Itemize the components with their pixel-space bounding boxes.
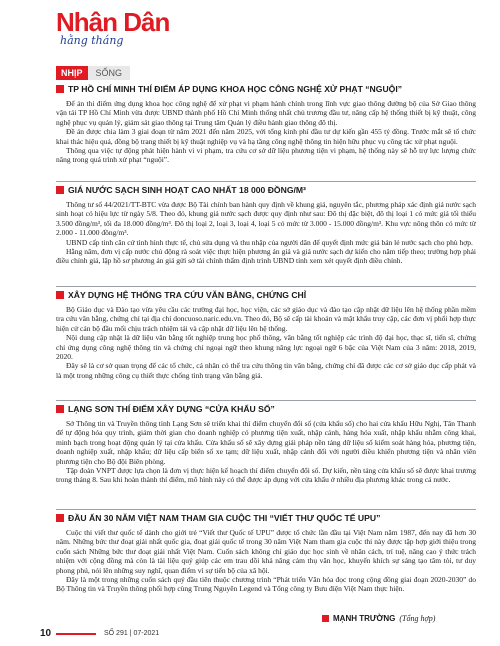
red-square-icon xyxy=(56,186,64,194)
paragraph: Nội dung cập nhật là dữ liệu văn bằng tốt nghiệp trung học phổ thông, văn bằng tốt nghiệp các trình độ đại học, thạc sĩ, tiến sĩ, chứng chỉ ứng dụng công nghệ thông tin và chứng chỉ ngoại ngữ theo khung năng lực ngoại ngữ 6 bậc của Việt Nam của 3 năm: 2018, 2019, 2020. xyxy=(56,333,476,362)
issue-label: SỐ 291 | 07-2021 xyxy=(104,630,160,637)
paragraph: Để ản thi điểm ứng dụng khoa học công nghệ để xử phạt vi phạm hành chính trong lĩnh vực giao thông đường bộ của Sở Giao thông vận tải TP Hồ Chí Minh vừa được UBND thành phố Hồ Chí Minh thống nhất chủ trương đầu tư, nâng cấp hệ thống thiết bị kỹ thuật, công nghệ phục vụ quản lý, giám sát giao thông tại Trung tâm Quản lý điều hành giao thông đô thị. xyxy=(56,99,476,127)
paragraph: Đây sẽ là cơ sở quan trọng để các tổ chức, cá nhân có thể tra cứu thông tin văn bằng, chứng chỉ đã được các cơ sở giáo dục cấp phát và là một trong những công cụ thiết thực chống tình trạng văn bằng giả. xyxy=(56,361,476,380)
article-upu-letters xyxy=(56,512,476,594)
footer-rule xyxy=(56,633,96,635)
author-name: MẠNH TRƯỜNG xyxy=(333,614,396,623)
article-digital-border xyxy=(56,403,476,485)
article-headline xyxy=(56,83,476,95)
article-headline xyxy=(56,184,476,196)
section-header xyxy=(56,66,130,80)
masthead-logo xyxy=(56,8,176,52)
section-divider xyxy=(56,181,476,182)
author-role: (Tổng hợp) xyxy=(399,614,436,623)
red-square-icon xyxy=(56,405,64,413)
logo-name: Nhân Dân xyxy=(56,7,170,37)
paragraph: Sở Thông tin và Truyền thông tỉnh Lạng Sơn sẽ triển khai thí điểm chuyển đổi số (cửa khẩu số) cho hai cửa khẩu Hữu Nghị, Tân Thanh để tự động hóa quy trình, giảm thời gian cho doanh nghiệp có phương tiện xuất, nhập cảnh, hàng hóa xuất, nhập khẩu nhằm công khai, minh bạch trong hoạt động quản lý tại cửa khẩu. Cửa khẩu số sẽ xây dựng giải pháp nền tảng dữ liệu số kiểm soát hàng hóa, phương tiện, doanh nghiệp xuất, nhập khẩu; dữ liệu cấp biển số xe tạm; dữ liệu xuất, nhập cảnh đối với người điều khiển phương tiện và nhân viên phương tiện cho Bộ đội Biên phòng. xyxy=(56,419,476,466)
logo-subtitle: hằng tháng xyxy=(60,34,124,47)
section-divider xyxy=(56,400,476,401)
paragraph: Đề án được chia làm 3 giai đoạn từ năm 2021 đến năm 2025, với tổng kinh phí đầu tư dự kiến gần 455 tỷ đồng. Trước mắt sẽ tổ chức khai thác hiệu quả, đồng bộ trang thiết bị kỹ thuật nghiệp vụ và hạ tầng công nghệ thông tin hiện hữu phục vụ công tác xử phạt nguội. xyxy=(56,127,476,146)
article-headline xyxy=(56,289,476,301)
section-divider xyxy=(56,509,476,510)
headline-text: TP HỒ CHÍ MINH THÍ ĐIỂM ÁP DỤNG KHOA HỌC CÔNG NGHỆ XỬ PHẠT “NGUỘI” xyxy=(68,84,403,94)
red-square-icon xyxy=(56,85,64,93)
paragraph: Hằng năm, đơn vị cấp nước chủ động rà soát việc thực hiện phương án giá và giá nước sạch dự kiến cho năm tiếp theo; trường hợp phải điều chỉnh giá, lập hồ sơ phương án giá gửi sở tài chính thẩm định trình UBND tỉnh xem xét quyết định điều chỉnh. xyxy=(56,247,476,266)
paragraph: Thông qua việc tự động phát hiện hành vi vi phạm, tra cứu cơ sở dữ liệu phương tiện vi phạm, hệ thống này sẽ hỗ trợ lực lượng chức năng trong quá trình xử phạt “nguội”. xyxy=(56,146,476,165)
paragraph: Tập đoàn VNPT được lựa chọn là đơn vị thực hiện kế hoạch thí điểm chuyển đổi số. Dự kiến, nền tảng cửa khẩu số sẽ được khai trương trong tháng 8. Sau khi hoàn thành thí điểm, mô hình này có thể được áp dụng với cửa khẩu ở nhiều địa phương khác trong cả nước. xyxy=(56,466,476,485)
article-water-price xyxy=(56,184,476,266)
headline-text: GIÁ NƯỚC SẠCH SINH HOẠT CAO NHẤT 18 000 ĐỒNG/M³ xyxy=(68,185,306,195)
article-headline xyxy=(56,512,476,524)
page-footer xyxy=(40,628,476,640)
headline-text: XÂY DỰNG HỆ THỐNG TRA CỨU VĂN BẰNG, CHỨNG CHỈ xyxy=(68,290,307,300)
paragraph: Cuộc thi viết thư quốc tế dành cho giới trẻ “Viết thư Quốc tế UPU” được tổ chức lần đầu tại Việt Nam năm 1987, đến nay đã hơn 30 năm. Những bức thư đoạt giải nhất quốc gia, đoạt giải quốc tế trong 30 năm Việt Nam tham gia cuộc thi này được tập hợp giới thiệu trong cuốn sách Những bức thư đoạt giải nhất Việt Nam. Cuốn sách không chỉ giáo dục học sinh về nhân cách, trí tuệ, nâng cao ý thức trách nhiệm với cộng đồng mà còn là tài liệu quý giúp các em trau dồi khả năng cảm thụ văn học, khuyến khích sự sáng tạo tâm tòi, tư duy phong phú, nói lên những suy nghĩ, quan điểm vì sự tiến bộ của xã hội. xyxy=(56,528,476,575)
section-name: SỐNG xyxy=(88,66,131,80)
headline-text: LẠNG SƠN THÍ ĐIỂM XÂY DỰNG “CỬA KHẨU SỐ” xyxy=(68,404,275,414)
article-diploma-lookup xyxy=(56,289,476,380)
section-divider xyxy=(56,286,476,287)
red-square-icon xyxy=(56,514,64,522)
article-hcm-fines xyxy=(56,83,476,165)
section-tag: NHỊP xyxy=(56,66,88,80)
paragraph: Đây là một trong những cuốn sách quý đầu tiên thuộc chương trình “Phát triển Văn hóa đọc trong cộng đồng giai đoạn 2020-2030” do Bộ Thông tin và Truyền thông phối hợp cùng Trung Nguyên Legend và Tổng công ty Bưu điện Việt Nam thực hiện. xyxy=(56,575,476,594)
paragraph: Bộ Giáo dục và Đào tạo vừa yêu cầu các trường đại học, học viện, các sở giáo dục và đào tạo cập nhật dữ liệu lên hệ thống phần mềm tra cứu văn bằng, chứng chỉ tại địa chỉ doncuoso.naric.edu.vn. Theo đó, Bộ sẽ cấp tài khoản và mật khẩu truy cập, các đơn vị phối hợp thực hiện cử cán bộ đầu mối chịu trách nhiệm tải và cập nhật dữ liệu lên hệ thống. xyxy=(56,305,476,333)
page-number: 10 xyxy=(40,628,52,639)
headline-text: ĐẦU ẤN 30 NĂM VIỆT NAM THAM GIA CUỘC THI “VIẾT THƯ QUỐC TẾ UPU” xyxy=(68,513,381,523)
author-credit xyxy=(322,614,435,623)
paragraph: UBND cấp tỉnh căn cứ tình hình thực tế, chủ sửa dụng và thu nhập của người dân để quyết định mức giá bán lẻ nước sạch cho phù hợp. xyxy=(66,237,473,247)
article-headline xyxy=(56,403,476,415)
red-square-icon xyxy=(56,291,64,299)
paragraph: Thông tư số 44/2021/TT-BTC vừa được Bộ Tài chính ban hành quy định về khung giá, nguyên tắc, phương pháp xác định giá nước sạch sinh hoạt có hiệu lực từ ngày 5/8. Theo đó, khung giá nước sạch được quy định như sau: Đô thị đặc biệt, đô thị loại 1 có mức giá tối thiểu 3.500 đồng/m³, tối đa 18.000 đồng/m³. Đô thị loại 2, loại 3, loại 4, loại 5 có mức từ 3.000 - 15.000 đồng/m³. Khu vực nông thôn có mức từ 2.000 - 11.000 đồng/m³. xyxy=(56,200,476,238)
red-square-icon xyxy=(322,615,329,622)
